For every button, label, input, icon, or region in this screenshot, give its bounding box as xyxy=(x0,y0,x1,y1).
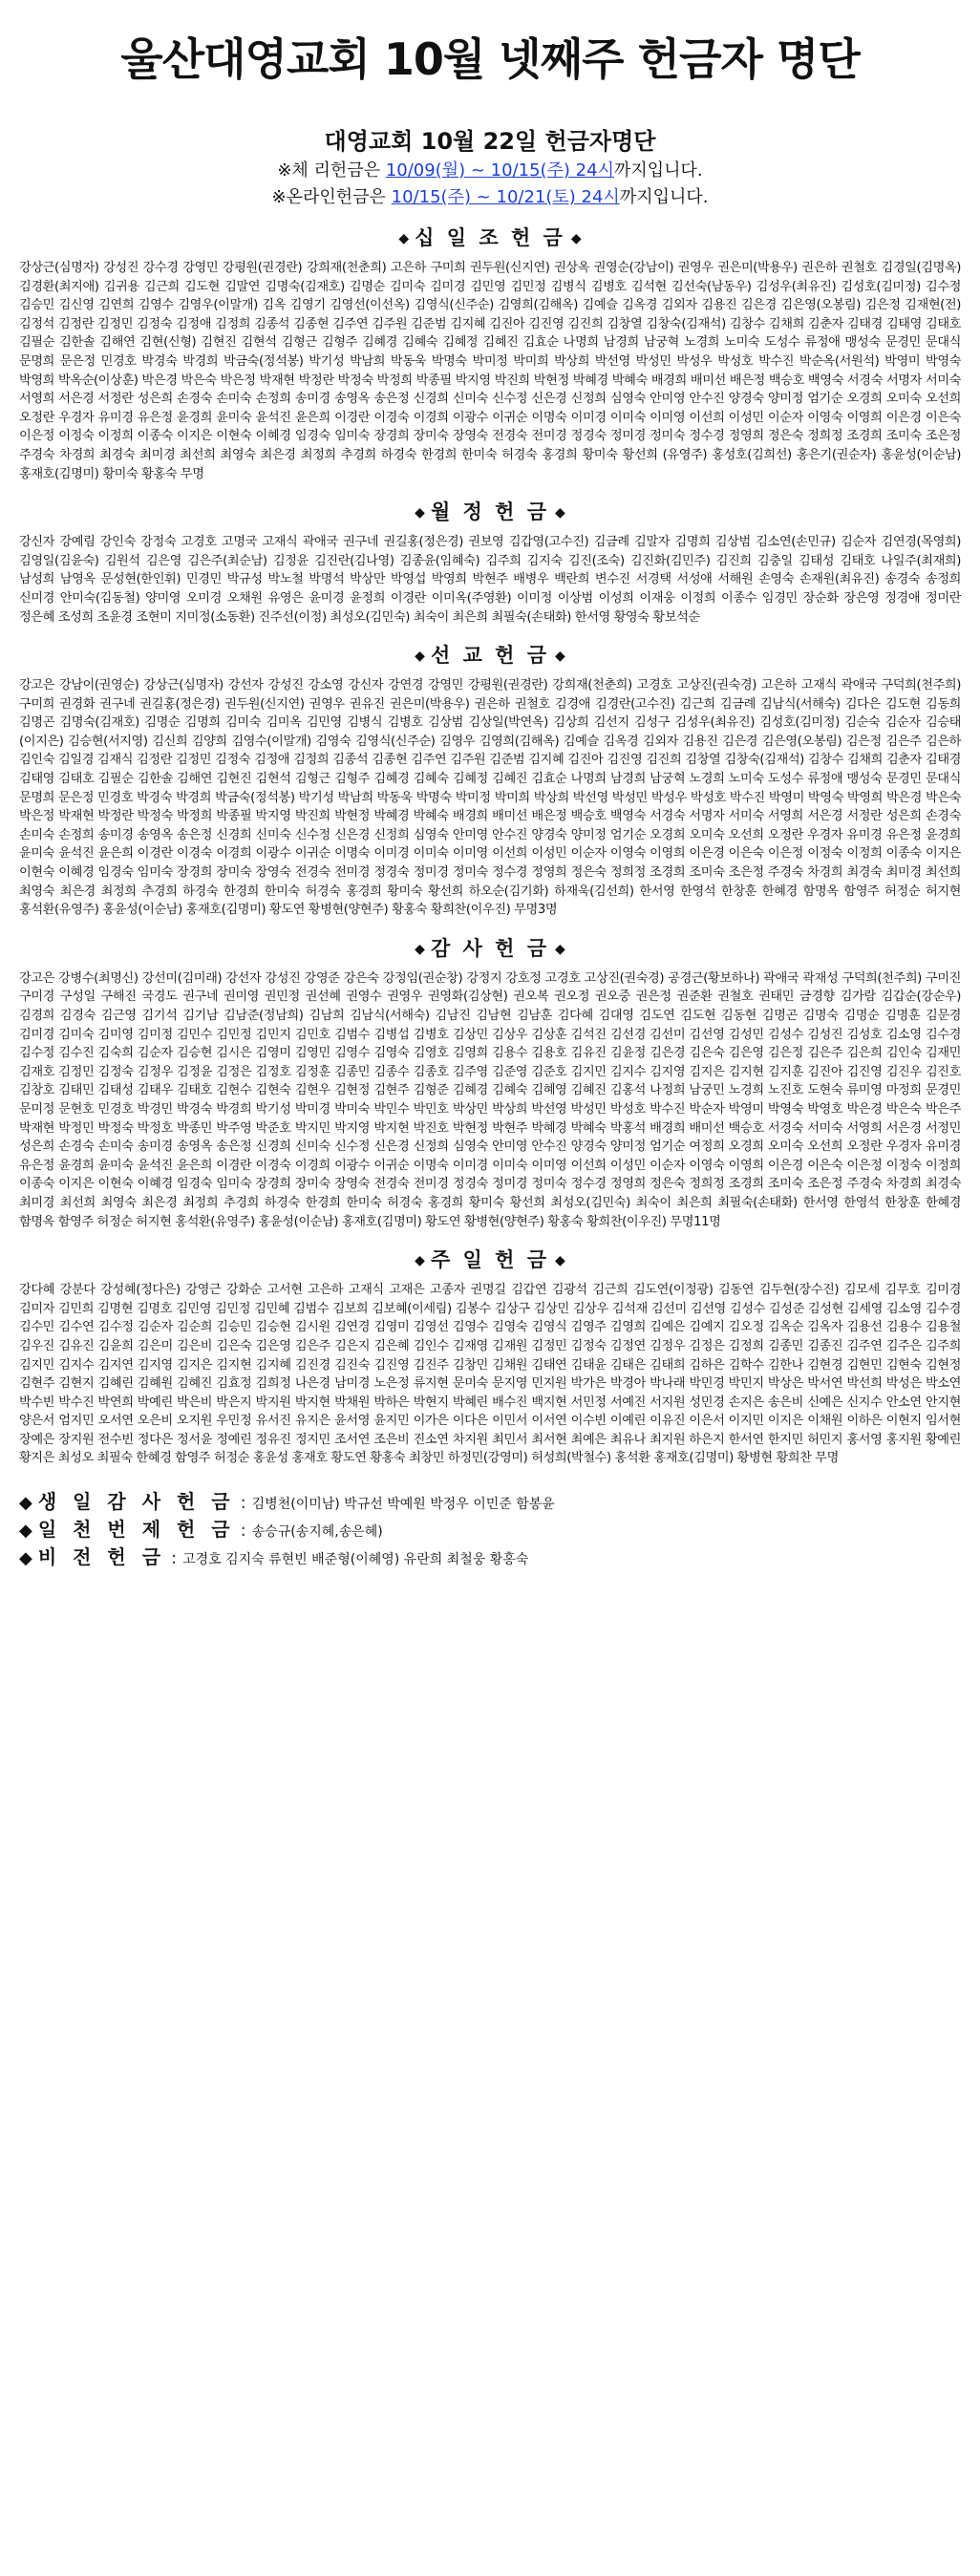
diamond-icon: ◆ xyxy=(555,941,565,957)
footer-offerings xyxy=(19,1489,961,1572)
diamond-icon: ◆ xyxy=(19,1548,32,1569)
offering-label: 생 일 감 사 헌 금 xyxy=(37,1490,235,1514)
separator: : xyxy=(240,1521,246,1542)
donor-names: 강상근(심명자) 강성진 강수경 강영민 강평원(권경란) 강희재(천춘희) 고은하 구미희 권두원(신지연) 권상옥 권영순(강남이) 권영우 권은미(박용우) 권은하 권철호 김경일(김명옥) 김경환(최지애) 김귀용 김근희 김도현 김말연 김명숙(김재호) 김명순 김미숙 김미경 김민영 김민정 김병식 김병호 김석현 김선숙(남동우) 김성우(최유진) 김성호(김미정) 김수정 김승민 김신영 김연희 김영수 김영우(이말개) 김옥 김영기 김영선(이선옥) 김영식(신주순) 김영희(김해옥) 김예슬 김옥경 김외자 김용진 김은경 김은영(오봉림) 김은정 김재현(전) 김정석 김정란 김정민 김정숙 김정애 김정희 김종석 김종현 김주연 김주원 김준범 김지혜 김진아 김진영 김진희 김창열 김창숙(김재석) 김창수 김채희 김춘자 김태경 김태영 김태호 김필순 김한솔 김해연 김현(신형) 김현진 김현석 김형근 김형주 김혜경 김혜숙 김혜정 김혜진 김효순 나명희 남경희 남궁혁 노경희 노미숙 도성수 류정애 맹성숙 문경민 문대식 문명희 문은정 민경호 박경숙 박경희 박금숙(정석봉) 박기성 박남희 박동욱 박명숙 박미정 박미희 박상희 박선영 박성민 박성우 박성호 박수진 박순옥(서원석) 박영미 박영숙 박영희 박옥순(이상훈) 박은경 박은숙 박은정 박재현 박정란 박정숙 박정희 박종필 박지영 박진희 박현정 박혜경 박혜숙 배경희 배미선 배은정 백승호 백영숙 서경숙 서명자 서미숙 서영희 서은경 서정란 성은희 손경숙 손미숙 손정희 송미경 송영옥 송은정 신경희 신미숙 신수정 신은경 신정희 심영숙 안미영 안수진 양경숙 양미정 엄기순 오경희 오미숙 오선희 오정란 우경자 유미경 유은정 윤경희 윤미숙 윤석진 윤은희 이경란 이경숙 이경희 이광수 이귀순 이명숙 이미경 이미숙 이미영 이선희 이성민 이순자 이영숙 이영희 이은경 이은숙 이은정 이정숙 이정희 이종숙 이지은 이현숙 이혜경 임경숙 임미숙 장경희 장미숙 장영숙 전경숙 전미경 정경숙 정미경 정미숙 정수경 정영희 정은숙 정희정 조경희 조미숙 조은정 주경숙 차경희 최경숙 최미경 최선희 최영숙 최은경 최정희 추경희 하경숙 한경희 한미숙 허경숙 홍경희 황미숙 황선희 (유영주) 홍성호(김희선) 홍은기(권순자) 홍윤성(이순남) 홍재호(김명미) 황미숙 황홍숙 무명 xyxy=(19,261,961,481)
donor-names: 강신자 강예림 강인숙 강정숙 고경호 고명국 고재식 곽애국 권구네 권길홍(정은경) 권보영 김갑영(고수진) 김금례 김말자 김명희 김상범 김소연(손민규) 김순자 김연경(목영희) 김영일(김윤숙) 김원석 김은영 김은주(최순남) 김정윤 김진란(김나영) 김종윤(임혜숙) 김주희 김지숙 김진(조숙) 김진화(김민주) 김진희 김충일 김태성 김태호 나일주(최재희) 남성희 남영옥 문성현(한인휘) 민경민 박규성 박노철 박명석 박상만 박영섭 박영희 박현주 배병우 백란희 변수진 서경택 서성애 서해원 손영숙 손재원(최유진) 송경숙 송정희 신미경 안미숙(김동철) 양미영 오미경 오채원 유영은 윤미경 윤정희 이경란 이미옥(주영환) 이미정 이상범 이성희 이재웅 이정희 이종수 임경민 장순화 장은영 정경애 정미란 정은혜 조성희 조윤경 조현미 지미정(소동환) 진주선(이정) 최성오(김민숙) 최숙이 최은희 최필숙(손태화) 한서영 황영숙 황보석순 xyxy=(19,535,961,625)
offering-names: 송승규(송지혜,송은혜) xyxy=(251,1524,383,1541)
diamond-icon: ◆ xyxy=(415,941,425,957)
notice-prefix: ※온라인헌금은 xyxy=(271,187,392,207)
diamond-icon: ◆ xyxy=(555,649,565,665)
diamond-icon: ◆ xyxy=(19,1493,32,1514)
donor-names: 강다혜 강분다 강성혜(정다은) 강영근 강화순 고서현 고은하 고재식 고재은 고종자 권명길 김갑연 김광석 김근희 김도연(이정광) 김동연 김두현(장수진) 김모세 김무호 김미경 김미자 김민희 김명현 김명호 김민영 김민정 김민혜 김범수 김보희 김보혜(이세림) 김봉수 김상구 김상민 김상우 김석재 김선미 김선영 김성수 김성준 김성현 김세영 김소영 김수경 김수민 김수연 김수정 김순자 김순희 김승민 김승현 김시원 김연경 김영미 김영선 김영수 김영숙 김영식 김영주 김영희 김예은 김예지 김오정 김옥순 김옥자 김용선 김용수 김용철 김우진 김유진 김윤희 김은미 김은비 김은숙 김은영 김은주 김은지 김은혜 김인수 김재영 김재원 김정민 김정숙 김정연 김정우 김정은 김정희 김종민 김종진 김주연 김주은 김주희 김지민 김지수 김지연 김지영 김지은 김지현 김지혜 김진경 김진숙 김진영 김진주 김창민 김채원 김태연 김태윤 김태은 김태희 김하은 김학수 김한나 김현경 김현민 김현숙 김현정 김현주 김현지 김혜린 김혜원 김혜진 김효정 김희정 나은경 남미경 노은정 류지현 문미숙 문지영 민지원 박가은 박경아 박나래 박민경 박민지 박상은 박서연 박선희 박성은 박소연 박수빈 박수진 박연희 박예린 박은비 박은지 박지원 박지현 박채원 박하은 박현지 박혜린 배수진 백지현 서민정 서예진 서지원 성민경 손지은 송은비 신예은 신지수 안소연 안지현 양은서 엄지민 오서연 오은비 오지원 우민정 유서진 유지은 윤서영 윤지민 이가은 이다은 이민서 이서연 이수빈 이예린 이유진 이은서 이지민 이지은 이채원 이하은 이현지 임서현 장예은 장지원 전수빈 정다은 정서윤 정예린 정유진 정지민 조서연 조은비 진소연 차지원 최민서 최서현 최예은 최유나 최지원 하은지 한서연 한지민 허민지 홍서영 홍지원 황예린 황지은 최성오 최필숙 한혜경 함영주 허정순 홍윤성 홍재호 황도연 황홍숙 최창민 하정민(강영미) 허성희(박철수) 홍석환 홍재호(김명미) 황병현 황희찬 무명 xyxy=(19,1283,961,1466)
thousand-offering-row xyxy=(19,1517,961,1544)
section-sunday xyxy=(19,1245,961,1468)
diamond-icon: ◆ xyxy=(570,231,582,246)
notice-deadline-regular xyxy=(19,160,961,182)
diamond-icon: ◆ xyxy=(415,1253,425,1269)
separator: : xyxy=(171,1548,178,1569)
notice-date-range: 10/15(주) ~ 10/21(토) 24시 xyxy=(391,187,620,207)
page-title: 울산대영교회 10월 넷째주 헌금자 명단 xyxy=(120,33,860,85)
vision-offering-row xyxy=(19,1544,961,1572)
section-title: 십 일 조 헌 금 xyxy=(415,226,565,249)
section-heading xyxy=(19,497,961,525)
diamond-icon: ◆ xyxy=(415,505,425,522)
section-mission xyxy=(19,640,961,920)
section-thanksgiving xyxy=(19,933,961,1231)
diamond-icon: ◆ xyxy=(398,231,410,246)
separator: : xyxy=(240,1493,246,1514)
notice-deadline-online xyxy=(19,186,961,209)
offering-names: 고경호 김지숙 류현빈 배준형(이혜영) 유란희 최철웅 황홍숙 xyxy=(182,1552,529,1568)
donor-names: 강고은 강병수(최명신) 강선미(김미래) 강선자 강성진 강영준 강은숙 강정임(권순창) 강정지 강호정 고경호 고상진(권숙경) 공경근(황보하나) 곽애국 곽재성 구덕희(천주희) 구미진 구미경 구성일 구해진 국경도 권구네 권미영 권민정 권선혜 권영수 권영우 권영화(김상현) 권오복 권오정 권오중 권은정 권준환 권철호 권태민 금경향 김가람 김갑순(강순우) 김경희 김경숙 김근영 김기석 김기남 김남준(정남희) 김남희 김남식(서해숙) 김남진 김남현 김남훈 김다혜 김대영 김도연 김도현 김동현 김명곤 김명숙 김명순 김명훈 김문경 김미경 김미숙 김미영 김미정 김민수 김민정 김민지 김민호 김범수 김병섭 김병호 김상민 김상우 김상훈 김석진 김선경 김선미 김선영 김성민 김성수 김성진 김성호 김소영 김수경 김수정 김수진 김숙희 김순자 김승현 김시은 김영미 김영민 김영수 김영숙 김영호 김영희 김용수 김용호 김유진 김윤정 김은경 김은숙 김은영 김은정 김은주 김은희 김인숙 김재민 김재호 김정민 김정숙 김정우 김정윤 김정은 김정호 김정훈 김종민 김종수 김종호 김주영 김준영 김준호 김지민 김지수 김지영 김지은 김지현 김지훈 김진아 김진영 김진우 김진호 김창호 김태민 김태성 김태우 김태호 김현수 김현숙 김현우 김현정 김현주 김형준 김혜경 김혜숙 김혜영 김혜진 김홍석 나정희 남궁민 노경희 노진호 도현숙 류미영 마정희 문경민 문미정 문현호 민경호 박경민 박경숙 박경희 박기성 박미경 박미숙 박민수 박민호 박상민 박상희 박선영 박성민 박성호 박수진 박순자 박영미 박영숙 박영호 박은경 박은숙 박은주 박재현 박정민 박정숙 박정호 박종민 박주영 박준호 박지민 박지영 박지현 박진호 박현정 박현주 박혜경 박혜숙 박홍석 배경희 배미선 백승호 서경숙 서미숙 서영희 서은경 서정민 성은희 손경숙 손미숙 송미경 송영옥 송은정 신경희 신미숙 신수정 신은경 신정희 심영숙 안미영 안수진 양경숙 양미정 엄기순 여정희 오경희 오미숙 오선희 오정란 우경자 유미경 유은정 윤경희 윤미숙 윤석진 윤은희 이경란 이경숙 이경희 이광수 이귀순 이명숙 이미경 이미숙 이미영 이선희 이성민 이순자 이영숙 이영희 이은경 이은숙 이은정 이정숙 이정희 이종숙 이지은 이현숙 이혜경 임경숙 임미숙 장경희 장미숙 장영숙 전경숙 전미경 정경숙 정미경 정미숙 정수경 정영희 정은숙 정희정 조경희 조미숙 조은정 주경숙 차경희 최경숙 최미경 최선희 최영숙 최은경 최정희 추경희 하경숙 한경희 한미숙 허경숙 홍경희 황미숙 황선희 최성오(김민숙) 최숙이 최은희 최필숙(손태화) 한서영 한영석 한창훈 한혜경 함명옥 함영주 허정순 허지현 홍석환(유영주) 홍윤성(이순남) 홍재호(김명미) 황도연 황병현(양현주) 황홍숙 황희찬(이우진) 무명11명 xyxy=(19,970,961,1229)
offering-label: 일 천 번 제 헌 금 xyxy=(37,1518,235,1542)
diamond-icon: ◆ xyxy=(415,649,425,665)
offering-names: 김병천(이미남) 박규선 박예원 박정우 이민준 함봉윤 xyxy=(251,1497,555,1513)
section-tithe xyxy=(19,223,961,483)
section-title: 감 사 헌 금 xyxy=(430,936,550,960)
section-title: 선 교 헌 금 xyxy=(430,644,550,668)
diamond-icon: ◆ xyxy=(555,505,565,522)
notice-suffix: 까지입니다. xyxy=(619,187,709,207)
section-title: 주 일 헌 금 xyxy=(430,1248,550,1272)
diamond-icon: ◆ xyxy=(19,1521,32,1542)
offering-label: 비 전 헌 금 xyxy=(37,1545,166,1569)
notice-date-range: 10/09(월) ~ 10/15(주) 24시 xyxy=(385,160,614,181)
birthday-offering-row xyxy=(19,1489,961,1517)
section-heading xyxy=(19,933,961,962)
donor-names: 강고은 강남이(권영순) 강상근(심명자) 강선자 강성진 강소영 강신자 강연경 강영민 강평원(권경란) 강희재(천춘희) 고경호 고상진(권숙경) 고은하 고재식 곽애국 구덕희(천주희) 구미희 권경화 권구네 권길홍(정은경) 권두원(신지연) 권영우 권유진 권은미(박용우) 권은하 권철호 김경애 김경란(고수진) 김근희 김금례 김남식(서해숙) 김다은 김도현 김동희 김명곤 김명숙(김재호) 김명순 김명희 김미숙 김미옥 김민영 김병식 김병호 김상범 김상일(박연옥) 김상희 김선지 김성구 김성우(최유진) 김성호(김미정) 김순숙 김순자 김승태(이지은) 김승현(서지영) 김신희 김양희 김영수(이말개) 김영숙 김영식(신주순) 김영우 김영희(김해옥) 김예슬 김옥경 김외자 김용진 김은경 김은영(오봉림) 김은정 김은주 김은하 김인숙 김일경 김재식 김정란 김정민 김정숙 김정애 김정희 김종석 김종현 김주연 김주원 김준범 김지혜 김진아 김진영 김진희 김창열 김창숙(김재석) 김창수 김채희 김춘자 김태경 김태영 김태호 김필순 김한솔 김해연 김현진 김현석 김형근 김형주 김혜경 김혜숙 김혜정 김혜진 김효순 나명희 남경희 남궁혁 노경희 노미숙 도성수 류정애 맹성숙 문경민 문대식 문명희 문은정 민경호 박경숙 박경희 박금숙(정석봉) 박기성 박남희 박동욱 박명숙 박미정 박미희 박상희 박선영 박성민 박성우 박성호 박수진 박영미 박영숙 박영희 박은경 박은숙 박은정 박재현 박정란 박정숙 박정희 박종필 박지영 박진희 박현정 박혜경 박혜숙 배경희 배미선 배은정 백승호 백영숙 서경숙 서명자 서미숙 서영희 서은경 서정란 성은희 손경숙 손미숙 손정희 송미경 송영옥 송은정 신경희 신미숙 신수정 신은경 신정희 심영숙 안미영 안수진 양경숙 양미정 엄기순 오경희 오미숙 오선희 오정란 우경자 유미경 유은정 윤경희 윤미숙 윤석진 윤은희 이경란 이경숙 이경희 이광수 이귀순 이명숙 이미경 이미숙 이미영 이선희 이성민 이순자 이영숙 이영희 이은경 이은숙 이은정 이정숙 이정희 이종숙 이지은 이현숙 이혜경 임경숙 임미숙 장경희 장미숙 장영숙 전경숙 전미경 정경숙 정미경 정미숙 정수경 정영희 정은숙 정희정 조경희 조미숙 조은정 주경숙 차경희 최경숙 최미경 최선희 최영숙 최은경 최정희 추경희 하경숙 한경희 한미숙 허경숙 홍경희 황미숙 황선희 하오순(김기화) 하재욱(김선희) 한서영 한영석 한창훈 한혜경 함명옥 함영주 허정순 허지현 홍석환(유영주) 홍윤성(이순남) 홍재호(김명미) 황도연 황병현(양현주) 황홍숙 황희찬(이우진) 무명3명 xyxy=(19,678,961,918)
section-heading xyxy=(19,223,961,251)
section-monthly xyxy=(19,497,961,627)
notice-suffix: 까지입니다. xyxy=(613,160,703,181)
notice-prefix: ※체 리헌금은 xyxy=(277,160,386,181)
section-heading xyxy=(19,1245,961,1273)
section-heading xyxy=(19,640,961,669)
list-subtitle: 대영교회 10월 22일 헌금자명단 xyxy=(324,128,656,155)
section-title: 월 정 헌 금 xyxy=(430,500,550,524)
diamond-icon: ◆ xyxy=(555,1253,565,1269)
